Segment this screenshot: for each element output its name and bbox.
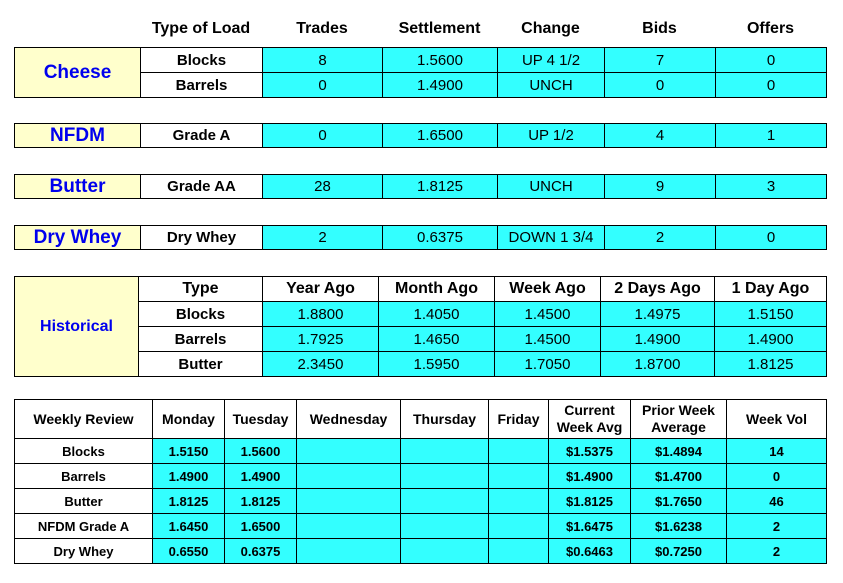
drywhey-trades: 2 <box>263 226 383 250</box>
weekly-cell <box>401 514 489 539</box>
nfdm-change: UP 1/2 <box>498 124 605 148</box>
historical-cell: 1.4975 <box>601 302 715 327</box>
cheese-barrels-trades: 0 <box>263 73 383 98</box>
header-change: Change <box>521 20 580 37</box>
weekly-cell: $1.4894 <box>631 439 727 464</box>
nfdm-settlement: 1.6500 <box>383 124 498 148</box>
cheese-blocks-bids: 7 <box>605 48 716 73</box>
weekly-cell <box>297 439 401 464</box>
weekly-cell <box>401 464 489 489</box>
weekly-row-label: Barrels <box>15 464 153 489</box>
weekly-header-friday: Friday <box>489 400 549 439</box>
weekly-cell <box>401 439 489 464</box>
weekly-review-table <box>14 399 827 564</box>
weekly-row-label: Blocks <box>15 439 153 464</box>
historical-cell: 1.5950 <box>379 352 495 377</box>
historical-cell: 1.8800 <box>263 302 379 327</box>
weekly-cell <box>401 539 489 564</box>
nfdm-offers: 1 <box>716 124 827 148</box>
weekly-header-thursday: Thursday <box>401 400 489 439</box>
weekly-cell: 1.8125 <box>225 489 297 514</box>
header-settlement: Settlement <box>398 20 481 37</box>
historical-cell: 1.4900 <box>715 327 827 352</box>
weekly-header-label: Weekly Review <box>15 400 153 439</box>
weekly-cell: 1.5150 <box>153 439 225 464</box>
weekly-cell: 14 <box>727 439 827 464</box>
weekly-row-label: Dry Whey <box>15 539 153 564</box>
historical-cell: 2.3450 <box>263 352 379 377</box>
historical-header-year-ago: Year Ago <box>263 277 379 302</box>
weekly-header-wednesday: Wednesday <box>297 400 401 439</box>
weekly-row <box>15 439 827 464</box>
nfdm-bids: 4 <box>605 124 716 148</box>
weekly-row-label: NFDM Grade A <box>15 514 153 539</box>
cheese-table <box>14 47 827 98</box>
butter-settlement: 1.8125 <box>383 175 498 199</box>
weekly-cell: $1.4700 <box>631 464 727 489</box>
historical-header-month-ago: Month Ago <box>379 277 495 302</box>
nfdm-title: NFDM <box>15 124 141 148</box>
cheese-barrels-bids: 0 <box>605 73 716 98</box>
butter-trades: 28 <box>263 175 383 199</box>
weekly-cell: 1.6450 <box>153 514 225 539</box>
weekly-cell: 0 <box>727 464 827 489</box>
weekly-cell: 2 <box>727 514 827 539</box>
weekly-cell <box>297 464 401 489</box>
weekly-cell: 1.4900 <box>225 464 297 489</box>
header-offers: Offers <box>746 20 795 37</box>
weekly-cell <box>489 514 549 539</box>
weekly-header-monday: Monday <box>153 400 225 439</box>
drywhey-table <box>14 225 827 250</box>
weekly-cell: 46 <box>727 489 827 514</box>
weekly-header-tuesday: Tuesday <box>225 400 297 439</box>
drywhey-type: Dry Whey <box>141 226 263 250</box>
butter-type: Grade AA <box>141 175 263 199</box>
weekly-cell <box>297 489 401 514</box>
weekly-cell: $1.8125 <box>549 489 631 514</box>
weekly-cell: 0.6550 <box>153 539 225 564</box>
weekly-cell <box>489 489 549 514</box>
weekly-cell: 1.6500 <box>225 514 297 539</box>
cheese-blocks-change: UP 4 1/2 <box>498 48 605 73</box>
drywhey-title: Dry Whey <box>15 226 141 250</box>
historical-cell: 1.4050 <box>379 302 495 327</box>
weekly-cell <box>401 489 489 514</box>
cheese-blocks-offers: 0 <box>716 48 827 73</box>
historical-header-type: Type <box>139 277 263 302</box>
weekly-row-label: Butter <box>15 489 153 514</box>
weekly-cell: $1.6475 <box>549 514 631 539</box>
butter-offers: 3 <box>716 175 827 199</box>
historical-cell: 1.8125 <box>715 352 827 377</box>
drywhey-change: DOWN 1 3/4 <box>498 226 605 250</box>
weekly-cell: $1.5375 <box>549 439 631 464</box>
historical-cell: 1.4900 <box>601 327 715 352</box>
historical-cell: 1.8700 <box>601 352 715 377</box>
historical-cell: 1.4650 <box>379 327 495 352</box>
nfdm-trades: 0 <box>263 124 383 148</box>
nfdm-type: Grade A <box>141 124 263 148</box>
drywhey-offers: 0 <box>716 226 827 250</box>
weekly-header-row <box>15 400 827 439</box>
weekly-cell: $0.7250 <box>631 539 727 564</box>
historical-row-label: Butter <box>139 352 263 377</box>
butter-change: UNCH <box>498 175 605 199</box>
weekly-cell: 1.5600 <box>225 439 297 464</box>
cheese-barrels-change: UNCH <box>498 73 605 98</box>
weekly-row <box>15 539 827 564</box>
weekly-header-prior-week-average: Prior Week Average <box>631 400 727 439</box>
weekly-cell: $1.7650 <box>631 489 727 514</box>
cheese-title: Cheese <box>15 48 141 98</box>
header-bids: Bids <box>642 20 677 37</box>
header-trades: Trades <box>296 20 348 37</box>
header-type-of-load: Type of Load <box>151 20 251 37</box>
weekly-row <box>15 489 827 514</box>
historical-row-label: Barrels <box>139 327 263 352</box>
nfdm-table <box>14 123 827 148</box>
weekly-cell <box>297 514 401 539</box>
historical-cell: 1.7050 <box>495 352 601 377</box>
historical-cell: 1.7925 <box>263 327 379 352</box>
weekly-cell <box>489 539 549 564</box>
butter-bids: 9 <box>605 175 716 199</box>
butter-title: Butter <box>15 175 141 199</box>
drywhey-bids: 2 <box>605 226 716 250</box>
weekly-header-current-week-avg: Current Week Avg <box>549 400 631 439</box>
weekly-row <box>15 514 827 539</box>
weekly-cell: 2 <box>727 539 827 564</box>
historical-cell: 1.4500 <box>495 327 601 352</box>
weekly-cell: $1.4900 <box>549 464 631 489</box>
weekly-cell: $0.6463 <box>549 539 631 564</box>
historical-header-2-days-ago: 2 Days Ago <box>601 277 715 302</box>
cheese-blocks-settlement: 1.5600 <box>383 48 498 73</box>
historical-cell: 1.5150 <box>715 302 827 327</box>
weekly-cell: 1.8125 <box>153 489 225 514</box>
weekly-cell: 0.6375 <box>225 539 297 564</box>
weekly-cell <box>489 439 549 464</box>
historical-row-label: Blocks <box>139 302 263 327</box>
drywhey-settlement: 0.6375 <box>383 226 498 250</box>
weekly-cell <box>297 539 401 564</box>
butter-table <box>14 174 827 199</box>
weekly-cell: 1.4900 <box>153 464 225 489</box>
historical-title: Historical <box>15 277 139 377</box>
weekly-header-week-vol: Week Vol <box>727 400 827 439</box>
weekly-row <box>15 464 827 489</box>
historical-table <box>14 276 827 377</box>
cheese-blocks-trades: 8 <box>263 48 383 73</box>
cheese-barrels-offers: 0 <box>716 73 827 98</box>
cheese-blocks-type: Blocks <box>141 48 263 73</box>
historical-cell: 1.4500 <box>495 302 601 327</box>
historical-header-week-ago: Week Ago <box>495 277 601 302</box>
weekly-cell <box>489 464 549 489</box>
cheese-barrels-settlement: 1.4900 <box>383 73 498 98</box>
cheese-barrels-type: Barrels <box>141 73 263 98</box>
historical-header-1-day-ago: 1 Day Ago <box>715 277 827 302</box>
weekly-cell: $1.6238 <box>631 514 727 539</box>
